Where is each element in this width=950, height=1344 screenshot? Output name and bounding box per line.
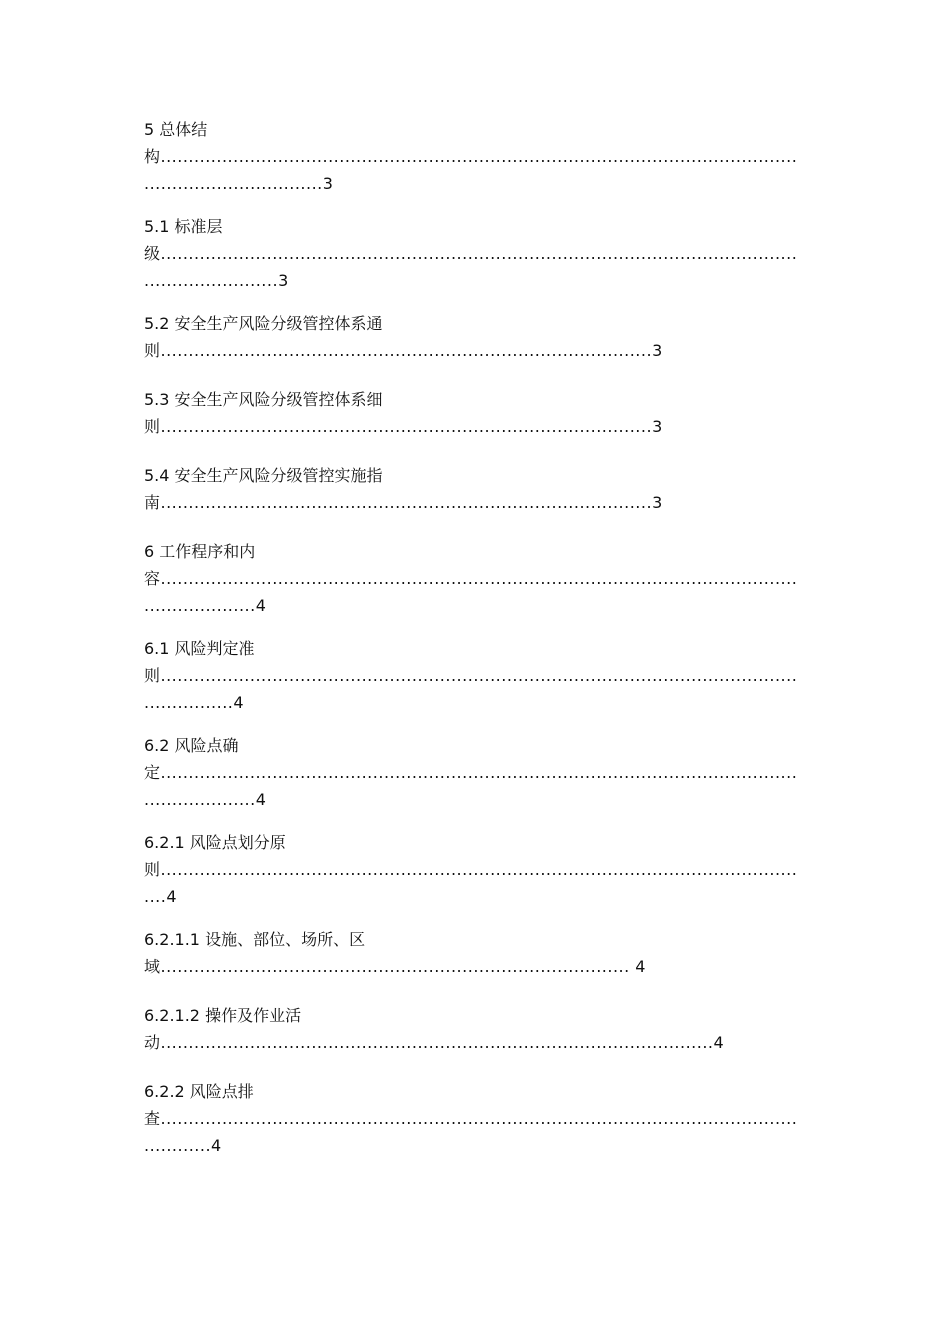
toc-entry-leader: 定.................................................................................................................. bbox=[144, 763, 798, 782]
toc-entry-title: 5.3 安全生产风险分级管控体系细 bbox=[144, 390, 383, 409]
table-of-contents bbox=[144, 116, 806, 1159]
toc-entry[interactable] bbox=[144, 1078, 806, 1159]
toc-entry-title: 6.2 风险点确 bbox=[144, 736, 239, 755]
toc-entry[interactable] bbox=[144, 462, 806, 516]
toc-entry-leader-page: 域.................................................................................... 4 bbox=[144, 957, 646, 976]
toc-entry-leader: 则.................................................................................................................. bbox=[144, 860, 798, 879]
toc-entry-leader-page: ....................4 bbox=[144, 596, 267, 615]
toc-entry-title: 6.2.1 风险点划分原 bbox=[144, 833, 286, 852]
toc-entry-title: 5 总体结 bbox=[144, 120, 208, 139]
toc-entry-leader-page: 则........................................................................................3 bbox=[144, 417, 663, 436]
toc-entry[interactable] bbox=[144, 310, 806, 364]
toc-entry-leader-page: 动...................................................................................................4 bbox=[144, 1033, 725, 1052]
toc-entry-leader: 容.................................................................................................................. bbox=[144, 569, 798, 588]
toc-entry-leader-page: ................4 bbox=[144, 693, 245, 712]
toc-entry[interactable] bbox=[144, 538, 806, 619]
toc-entry-leader: 查.................................................................................................................. bbox=[144, 1109, 798, 1128]
toc-entry-title: 6.2.1.2 操作及作业活 bbox=[144, 1006, 302, 1025]
toc-entry[interactable] bbox=[144, 829, 806, 910]
toc-entry-leader-page: ............4 bbox=[144, 1136, 222, 1155]
toc-entry-title: 6.2.2 风险点排 bbox=[144, 1082, 254, 1101]
toc-entry[interactable] bbox=[144, 116, 806, 197]
toc-entry[interactable] bbox=[144, 386, 806, 440]
toc-entry-leader: 则.................................................................................................................. bbox=[144, 666, 798, 685]
toc-entry-title: 5.4 安全生产风险分级管控实施指 bbox=[144, 466, 383, 485]
toc-entry-leader-page: ....................4 bbox=[144, 790, 267, 809]
toc-entry-title: 6.1 风险判定准 bbox=[144, 639, 255, 658]
toc-entry[interactable] bbox=[144, 732, 806, 813]
toc-entry-leader-page: ........................3 bbox=[144, 271, 289, 290]
toc-entry[interactable] bbox=[144, 1002, 806, 1056]
toc-entry-leader-page: 则........................................................................................3 bbox=[144, 341, 663, 360]
toc-entry-title: 6 工作程序和内 bbox=[144, 542, 256, 561]
toc-entry-leader-page: 南........................................................................................3 bbox=[144, 493, 663, 512]
toc-entry-leader: 级.................................................................................................................. bbox=[144, 244, 798, 263]
toc-entry[interactable] bbox=[144, 926, 806, 980]
toc-entry[interactable] bbox=[144, 635, 806, 716]
toc-entry-leader-page: ................................3 bbox=[144, 174, 334, 193]
toc-entry-title: 5.2 安全生产风险分级管控体系通 bbox=[144, 314, 383, 333]
toc-entry-title: 5.1 标准层 bbox=[144, 217, 223, 236]
toc-entry-leader: 构.................................................................................................................. bbox=[144, 147, 798, 166]
toc-entry-title: 6.2.1.1 设施、部位、场所、区 bbox=[144, 930, 366, 949]
toc-entry[interactable] bbox=[144, 213, 806, 294]
toc-entry-leader-page: ....4 bbox=[144, 887, 178, 906]
